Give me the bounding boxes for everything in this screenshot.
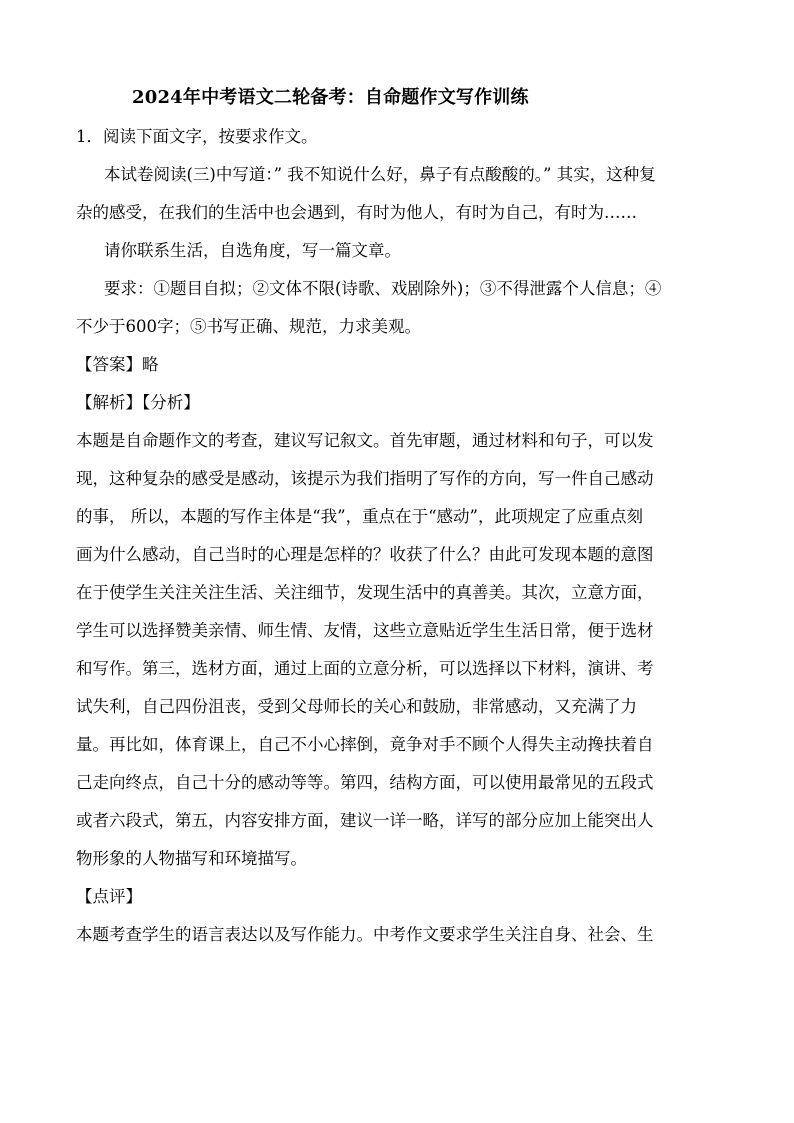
question-line: 1．阅读下面文字，按要求作文。 (76, 127, 318, 146)
prompt-line: 要求：①题目自拟；②文体不限(诗歌、戏剧除外)；③不得泄露个人信息；④ (104, 279, 662, 298)
answer-label: 【答案】略 (76, 355, 159, 374)
comment-line: 本题考查学生的语言表达以及写作能力。中考作文要求学生关注自身、社会、生 (76, 925, 654, 944)
analysis-line: 本题是自命题作文的考查，建议写记叙文。首先审题，通过材料和句子，可以发 (76, 431, 654, 450)
analysis-line: 试失利，自己四份沮丧，受到父母师长的关心和鼓励，非常感动，又充满了力 (76, 697, 637, 716)
prompt-line: 不少于600字；⑤书写正确、规范，力求美观。 (76, 317, 421, 336)
document-title: 2024年中考语文二轮备考：自命题作文写作训练 (132, 87, 529, 108)
analysis-line: 己走向终点，自己十分的感动等等。第四，结构方面，可以使用最常见的五段式 (76, 773, 654, 792)
prompt-line: 本试卷阅读(三)中写道：” 我不知说什么好，鼻子有点酸酸的。” 其实，这种复 (104, 165, 656, 184)
analysis-line: 在于使学生关注关注生活、关注细节，发现生活中的真善美。其次，立意方面， (76, 583, 654, 602)
analysis-line: 和写作。第三，选材方面，通过上面的立意分析，可以选择以下材料，演讲、考 (76, 659, 654, 678)
analysis-line: 量。再比如，体育课上，自己不小心摔倒，竟争对手不顾个人得失主动搀扶着自 (76, 735, 654, 754)
prompt-line: 请你联系生活，自选角度，写一篇文章。 (104, 241, 401, 260)
analysis-line: 现，这种复杂的感受是感动，该提示为我们指明了写作的方向，写一件自己感动 (76, 469, 654, 488)
prompt-line: 杂的感受，在我们的生活中也会遇到，有时为他人，有时为自己，有时为…… (76, 203, 637, 222)
analysis-line: 学生可以选择赞美亲情、师生情、友情，这些立意贴近学生生活日常，便于选材 (76, 621, 654, 640)
analysis-line: 或者六段式，第五，内容安排方面，建议一详一略，详写的部分应加上能突出人 (76, 811, 654, 830)
analysis-line: 画为什么感动，自己当时的心理是怎样的？收获了什么？由此可发现本题的意图 (76, 545, 654, 564)
analysis-line: 物形象的人物描写和环境描写。 (76, 849, 307, 868)
analysis-label: 【解析】【分析】 (76, 393, 200, 412)
comment-label: 【点评】 (76, 887, 142, 906)
analysis-line: 的事， 所以，本题的写作主体是“我”，重点在于“感动”，此项规定了应重点刻 (76, 507, 643, 526)
document-content (76, 122, 740, 958)
